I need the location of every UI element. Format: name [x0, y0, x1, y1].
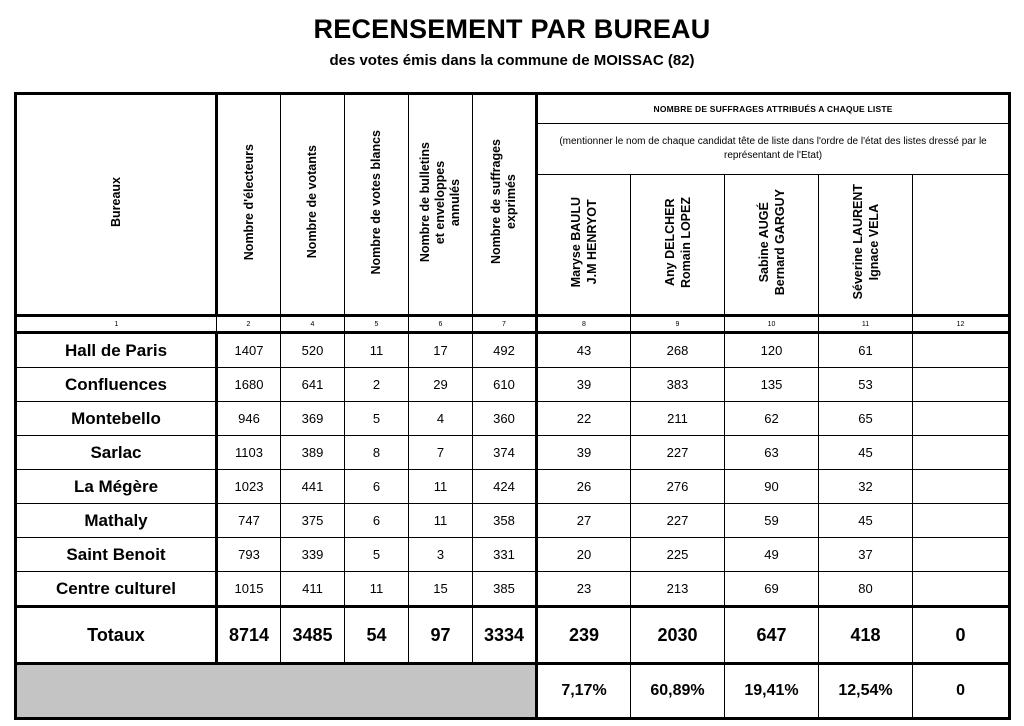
table-cell: 610 [473, 368, 537, 402]
bureau-name: La Mégère [16, 470, 217, 504]
table-row [16, 572, 1010, 607]
table-cell [913, 436, 1010, 470]
col-number: 10 [725, 316, 819, 333]
col-number: 6 [409, 316, 473, 333]
bureau-name: Centre culturel [16, 572, 217, 607]
table-cell: 641 [281, 368, 345, 402]
total-cell: 97 [409, 607, 473, 664]
table-cell: 793 [217, 538, 281, 572]
table-cell: 17 [409, 333, 473, 368]
table-cell: 211 [631, 402, 725, 436]
table-cell [913, 333, 1010, 368]
table-cell: 441 [281, 470, 345, 504]
table-cell: 1407 [217, 333, 281, 368]
table-cell: 45 [819, 436, 913, 470]
header-candidate-3: Sabine AUGÉ Bernard GARGUY [725, 175, 819, 316]
percentage-cell: 0 [913, 664, 1010, 719]
total-cell: 239 [537, 607, 631, 664]
header-bureaux: Bureaux [16, 94, 217, 316]
total-cell: 54 [345, 607, 409, 664]
table-cell: 3 [409, 538, 473, 572]
table-cell: 80 [819, 572, 913, 607]
percentages-blank-cell [16, 664, 537, 719]
total-cell: 3485 [281, 607, 345, 664]
table-cell: 5 [345, 538, 409, 572]
table-cell: 39 [537, 436, 631, 470]
table-cell: 26 [537, 470, 631, 504]
page-title: RECENSEMENT PAR BUREAU [313, 14, 711, 44]
table-cell: 339 [281, 538, 345, 572]
table-cell: 946 [217, 402, 281, 436]
table-cell: 4 [409, 402, 473, 436]
col-number: 12 [913, 316, 1010, 333]
bureau-name: Saint Benoit [16, 538, 217, 572]
table-cell [913, 402, 1010, 436]
table-cell: 6 [345, 470, 409, 504]
table-cell: 53 [819, 368, 913, 402]
table-cell: 213 [631, 572, 725, 607]
table-cell: 1015 [217, 572, 281, 607]
bureau-name: Montebello [16, 402, 217, 436]
total-cell: 418 [819, 607, 913, 664]
table-cell: 69 [725, 572, 819, 607]
table-cell: 374 [473, 436, 537, 470]
header-blancs: Nombre de votes blancs [345, 94, 409, 316]
total-cell: 2030 [631, 607, 725, 664]
table-cell: 375 [281, 504, 345, 538]
col-number: 8 [537, 316, 631, 333]
total-cell: 3334 [473, 607, 537, 664]
table-cell [913, 538, 1010, 572]
totals-label: Totaux [16, 607, 217, 664]
table-cell: 331 [473, 538, 537, 572]
table-cell: 424 [473, 470, 537, 504]
totals-row [16, 607, 1010, 664]
col-number: 7 [473, 316, 537, 333]
table-cell: 11 [345, 572, 409, 607]
col-number: 5 [345, 316, 409, 333]
results-table [14, 92, 1011, 720]
table-cell: 23 [537, 572, 631, 607]
table-cell: 135 [725, 368, 819, 402]
table-row [16, 436, 1010, 470]
table-cell: 43 [537, 333, 631, 368]
col-number: 9 [631, 316, 725, 333]
table-cell: 227 [631, 436, 725, 470]
column-numbers-row [16, 316, 1010, 333]
table-cell: 1023 [217, 470, 281, 504]
table-cell: 39 [537, 368, 631, 402]
total-cell: 8714 [217, 607, 281, 664]
table-cell: 32 [819, 470, 913, 504]
table-cell: 1103 [217, 436, 281, 470]
bureau-name: Confluences [16, 368, 217, 402]
bureau-name: Sarlac [16, 436, 217, 470]
table-cell: 268 [631, 333, 725, 368]
table-cell: 383 [631, 368, 725, 402]
table-cell: 11 [345, 333, 409, 368]
table-cell: 225 [631, 538, 725, 572]
table-cell [913, 470, 1010, 504]
table-cell: 63 [725, 436, 819, 470]
header-candidate-1: Maryse BAULU J.M HENRYOT [537, 175, 631, 316]
header-nuls: Nombre de bulletins et enveloppes annulés [409, 94, 473, 316]
table-cell: 492 [473, 333, 537, 368]
percentage-cell: 19,41% [725, 664, 819, 719]
table-row [16, 368, 1010, 402]
table-cell: 6 [345, 504, 409, 538]
table-cell: 385 [473, 572, 537, 607]
percentage-cell: 12,54% [819, 664, 913, 719]
table-cell: 29 [409, 368, 473, 402]
table-cell: 520 [281, 333, 345, 368]
header-electeurs: Nombre d'électeurs [217, 94, 281, 316]
table-row [16, 538, 1010, 572]
col-number: 11 [819, 316, 913, 333]
header-listes-title: NOMBRE DE SUFFRAGES ATTRIBUÉS A CHAQUE LISTE [537, 94, 1010, 124]
header-candidate-5 [913, 175, 1010, 316]
table-cell: 61 [819, 333, 913, 368]
percentage-cell: 7,17% [537, 664, 631, 719]
table-cell: 411 [281, 572, 345, 607]
table-cell: 369 [281, 402, 345, 436]
header-votants: Nombre de votants [281, 94, 345, 316]
total-cell: 0 [913, 607, 1010, 664]
percentage-cell: 60,89% [631, 664, 725, 719]
header-candidate-2: Any DELCHER Romain LOPEZ [631, 175, 725, 316]
table-cell: 11 [409, 504, 473, 538]
table-cell [913, 368, 1010, 402]
table-cell: 2 [345, 368, 409, 402]
header-candidate-4: Séverine LAURENT Ignace VELA [819, 175, 913, 316]
table-cell: 360 [473, 402, 537, 436]
col-number: 1 [16, 316, 217, 333]
table-cell: 1680 [217, 368, 281, 402]
table-cell: 8 [345, 436, 409, 470]
table-cell: 45 [819, 504, 913, 538]
table-row [16, 504, 1010, 538]
table-cell: 49 [725, 538, 819, 572]
table-cell: 22 [537, 402, 631, 436]
table-cell: 20 [537, 538, 631, 572]
table-cell: 11 [409, 470, 473, 504]
table-cell: 90 [725, 470, 819, 504]
total-cell: 647 [725, 607, 819, 664]
table-row [16, 402, 1010, 436]
table-cell [913, 572, 1010, 607]
table-row [16, 470, 1010, 504]
table-cell: 120 [725, 333, 819, 368]
page-subtitle: des votes émis dans la commune de MOISSAC (82) [329, 52, 695, 69]
table-cell: 276 [631, 470, 725, 504]
table-cell: 7 [409, 436, 473, 470]
table-cell: 227 [631, 504, 725, 538]
table-cell: 59 [725, 504, 819, 538]
header-listes-note: (mentionner le nom de chaque candidat tête de liste dans l'ordre de l'état des listes dressé par le représentant de l'Etat) [537, 124, 1010, 175]
header-exprimes: Nombre de suffrages exprimés [473, 94, 537, 316]
table-cell: 37 [819, 538, 913, 572]
table-cell: 358 [473, 504, 537, 538]
table-row [16, 333, 1010, 368]
table-cell: 62 [725, 402, 819, 436]
table-cell: 747 [217, 504, 281, 538]
bureau-name: Hall de Paris [16, 333, 217, 368]
col-number: 4 [281, 316, 345, 333]
percentages-row [16, 664, 1010, 719]
table-cell: 389 [281, 436, 345, 470]
table-cell: 27 [537, 504, 631, 538]
table-cell [913, 504, 1010, 538]
table-cell: 5 [345, 402, 409, 436]
table-cell: 65 [819, 402, 913, 436]
bureau-name: Mathaly [16, 504, 217, 538]
col-number: 2 [217, 316, 281, 333]
table-cell: 15 [409, 572, 473, 607]
